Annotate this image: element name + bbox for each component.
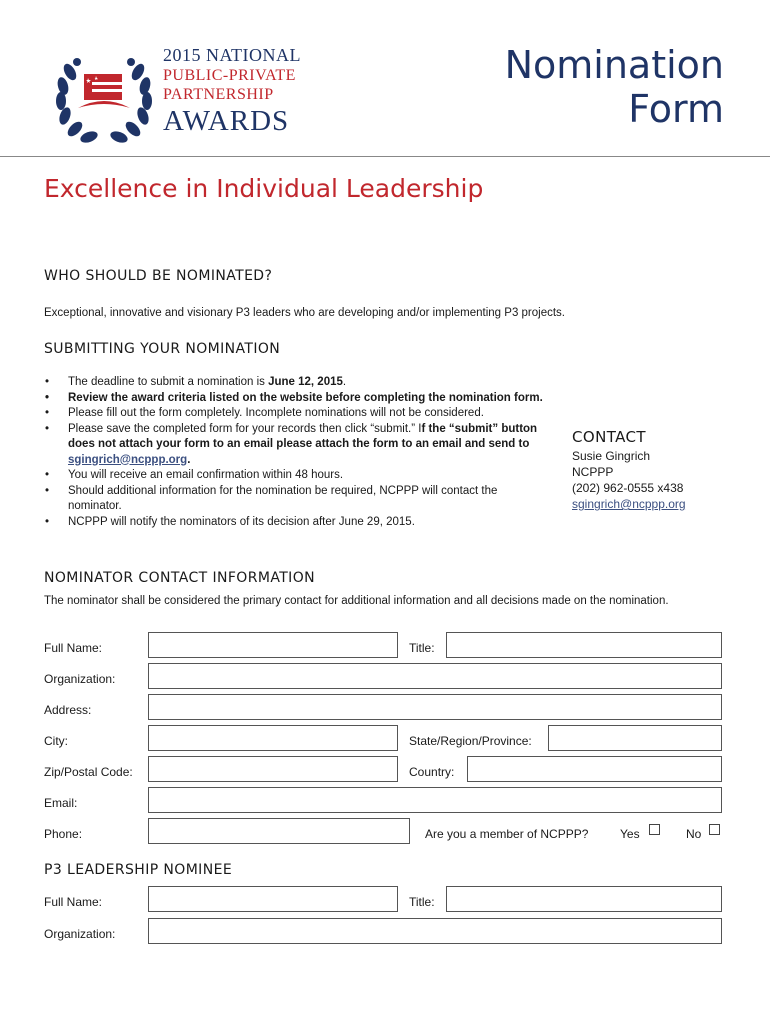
nominator-phone-label: Phone: (44, 827, 83, 841)
logo-year-line: 2015 NATIONAL (163, 45, 301, 65)
deadline-text: The deadline to submit a nomination is (68, 376, 269, 388)
nominator-full-name-field[interactable] (148, 632, 398, 658)
member-no-checkbox[interactable] (709, 824, 720, 835)
list-item (44, 375, 554, 391)
member-yes-checkbox[interactable] (649, 824, 660, 835)
nominee-full-name-field[interactable] (148, 886, 398, 912)
list-item (44, 468, 554, 484)
nominator-heading: NOMINATOR CONTACT INFORMATION (44, 570, 315, 586)
who-text: Exceptional, innovative and visionary P3 leaders who are developing and/or implementing P3 projects. (44, 307, 565, 319)
criteria-text: Review the award criteria listed on the website before completing the nomination form. (68, 391, 543, 404)
nominator-title-field[interactable] (446, 632, 722, 658)
contact-org: NCPPP (572, 465, 614, 479)
deadline-period: . (342, 376, 347, 388)
nominee-full-name-label: Full Name: (44, 895, 103, 909)
page-title-line1: Nomination (504, 43, 724, 87)
additional-info-text: Should additional information for the nomination be required, NCPPP will contact the nominator. (68, 484, 498, 512)
contact-phone: (202) 962-0555 x438 (572, 481, 684, 495)
contact-name: Susie Gingrich (572, 449, 651, 463)
nominee-heading: P3 LEADERSHIP NOMINEE (44, 862, 233, 878)
who-heading: WHO SHOULD BE NOMINATED? (44, 268, 273, 284)
nominee-organization-label: Organization: (44, 927, 116, 941)
nominator-city-label: City: (44, 734, 68, 748)
logo-line-public-private: PUBLIC-PRIVATE (163, 67, 296, 84)
page-title-line2: Form (628, 87, 724, 131)
contact-block (572, 428, 686, 512)
list-item (44, 391, 554, 407)
nominator-text: The nominator shall be considered the primary contact for additional information and all decisions made on the nomination. (44, 595, 669, 607)
nominator-country-field[interactable] (467, 756, 722, 782)
nominator-country-label: Country: (409, 765, 455, 779)
logo-line-partnership: PARTNERSHIP (163, 86, 274, 103)
complete-form-text: Please fill out the form completely. Incomplete nominations will not be considered. (68, 407, 484, 419)
member-no-label: No (686, 827, 702, 841)
list-item (44, 406, 554, 422)
membership-question: Are you a member of NCPPP? (425, 827, 589, 841)
nominee-title-field[interactable] (446, 886, 722, 912)
deadline-date: June 12, 2015 (268, 376, 343, 388)
confirmation-text: You will receive an email confirmation within 48 hours. (68, 469, 344, 481)
logo-line-awards: AWARDS (163, 105, 290, 137)
nominator-email-label: Email: (44, 796, 78, 810)
nominator-state-field[interactable] (548, 725, 722, 751)
category-title: Excellence in Individual Leadership (44, 174, 484, 203)
nominator-zip-label: Zip/Postal Code: (44, 765, 133, 779)
contact-email-link[interactable]: sgingrich@ncppp.org (572, 497, 686, 511)
nominator-state-label: State/Region/Province: (409, 734, 532, 748)
header-divider (0, 156, 770, 157)
nominator-address-label: Address: (44, 703, 92, 717)
nominator-zip-field[interactable] (148, 756, 398, 782)
list-item (44, 484, 554, 515)
nominator-full-name-label: Full Name: (44, 641, 103, 655)
nominator-organization-label: Organization: (44, 672, 116, 686)
save-form-text: Please save the completed form for your records then click “submit.” I (68, 422, 422, 435)
attach-form-period: . (187, 453, 191, 466)
nominator-organization-field[interactable] (148, 663, 722, 689)
list-item (44, 515, 554, 531)
decision-notice-text: NCPPP will notify the nominators of its decision after June 29, 2015. (68, 515, 415, 528)
contact-heading: CONTACT (572, 428, 646, 446)
nominee-title-label: Title: (409, 895, 435, 909)
submission-instructions-list (44, 375, 554, 530)
nominator-phone-field[interactable] (148, 818, 410, 844)
nominee-organization-field[interactable] (148, 918, 722, 944)
member-yes-label: Yes (620, 827, 640, 841)
nominator-city-field[interactable] (148, 725, 398, 751)
attach-form-text: f the “submit” button does not attach your form to an email please attach the form to an email and send to (68, 422, 538, 450)
logo-text (163, 44, 323, 138)
laurel-wreath-icon (48, 38, 160, 150)
nominator-address-field[interactable] (148, 694, 722, 720)
nominator-email-field[interactable] (148, 787, 722, 813)
list-item (44, 422, 554, 469)
nominator-title-label: Title: (409, 641, 435, 655)
submitting-heading: SUBMITTING YOUR NOMINATION (44, 341, 281, 357)
submission-email-link[interactable]: sgingrich@ncppp.org (68, 453, 188, 466)
